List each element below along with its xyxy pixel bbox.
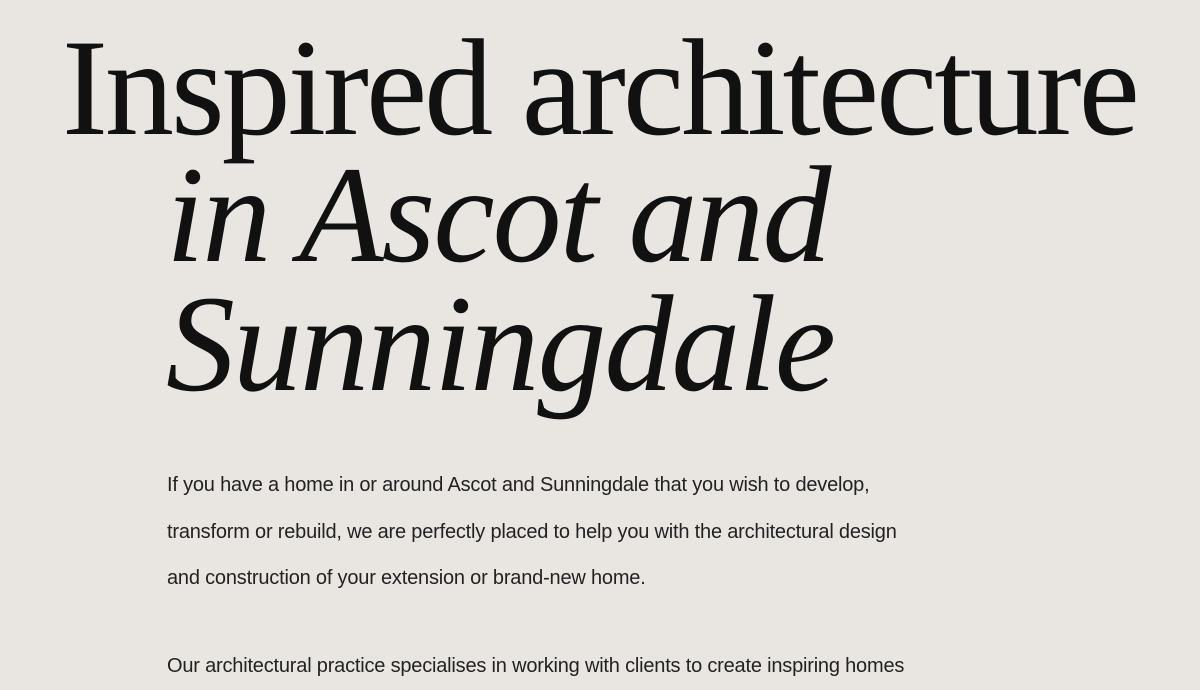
intro-line: and construction of your extension or brand-new home. (167, 567, 646, 589)
headline-line-3: Sunningdale (166, 267, 834, 420)
intro-line: If you have a home in or around Ascot and Sunningdale that you wish to develop, (167, 474, 870, 496)
headline-line-1: Inspired architecture (62, 11, 1137, 164)
intro-paragraph (167, 462, 967, 602)
headline-line-2: in Ascot and (166, 138, 830, 291)
practice-paragraph: Our architectural practice specialises in working with clients to create inspiring homes (167, 655, 905, 677)
intro-line: transform or rebuild, we are perfectly placed to help you with the architectural design (167, 520, 897, 543)
